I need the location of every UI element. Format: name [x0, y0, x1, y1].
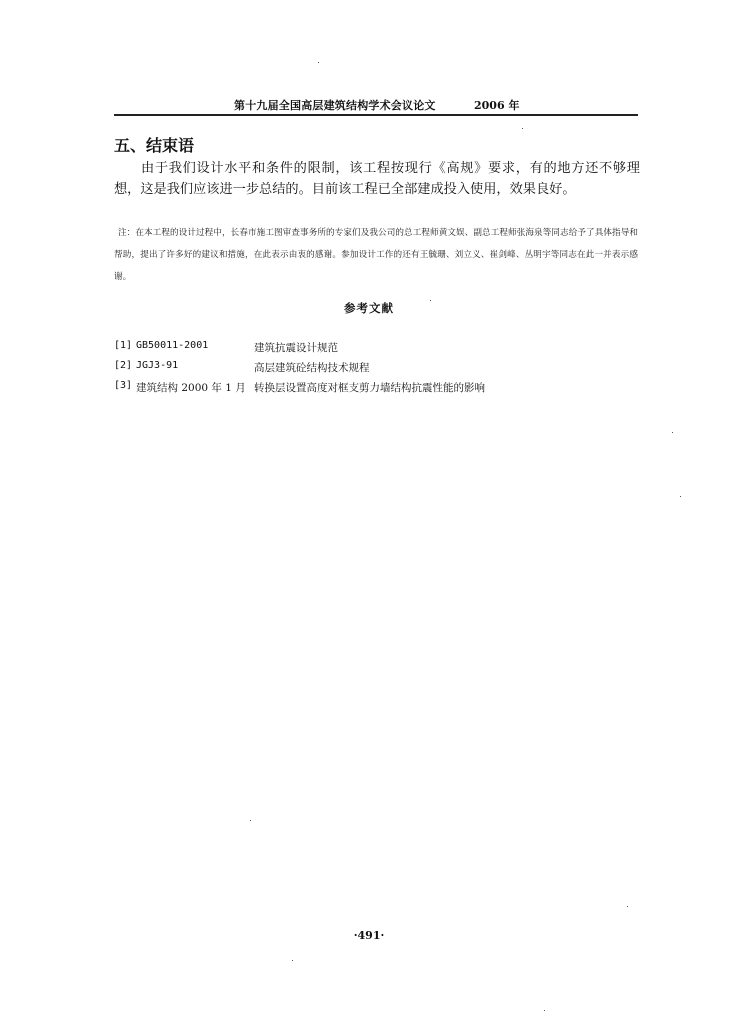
scan-speck	[318, 62, 319, 63]
reference-source: JGJ3-91	[136, 360, 179, 371]
reference-title: 转换层设置高度对框支剪力墙结构抗震性能的影响	[254, 382, 485, 394]
scan-speck	[292, 960, 293, 961]
scan-speck	[430, 300, 431, 301]
reference-item	[114, 340, 638, 360]
scan-speck	[250, 820, 251, 821]
scan-speck	[544, 1010, 545, 1011]
scan-speck	[680, 496, 681, 497]
reference-title: 高层建筑砼结构技术规程	[254, 362, 370, 374]
conclusion-paragraph: 由于我们设计水平和条件的限制，该工程按现行《高规》要求，有的地方还不够理想，这是我们应该进一步总结的。目前该工程已全部建成投入使用，效果良好。	[114, 161, 640, 197]
section-heading: 五、结束语	[114, 136, 195, 155]
reference-title: 建筑抗震设计规范	[254, 342, 338, 354]
running-header	[114, 96, 638, 116]
reference-item	[114, 360, 638, 380]
reference-id: [1]	[114, 340, 133, 351]
reference-source: GB50011-2001	[136, 340, 209, 351]
header-title: 第十九届全国高层建筑结构学术会议论文	[234, 99, 436, 112]
reference-item	[114, 380, 638, 400]
reference-list	[114, 340, 638, 400]
reference-id: [3]	[114, 380, 133, 391]
scan-speck	[672, 432, 673, 433]
page-number: ·491·	[353, 929, 385, 942]
reference-id: [2]	[114, 360, 133, 371]
scan-speck	[522, 128, 523, 129]
scan-speck	[627, 906, 628, 907]
header-year: 2006 年	[474, 99, 520, 112]
acknowledgement-note: 注：在本工程的设计过程中，长春市施工图审查事务所的专家们及我公司的总工程师黄文娱、副总工程师张海泉等同志给予了具体指导和帮助，提出了许多好的建议和措施，在此表示由衷的感谢。参加设计工作的还有王毓珊、刘立义、崔剑峰、丛明宇等同志在此一并表示感谢。	[114, 228, 638, 282]
reference-source: 建筑结构 2000 年 1 月	[136, 382, 246, 394]
references-title: 参考文献	[344, 301, 394, 315]
